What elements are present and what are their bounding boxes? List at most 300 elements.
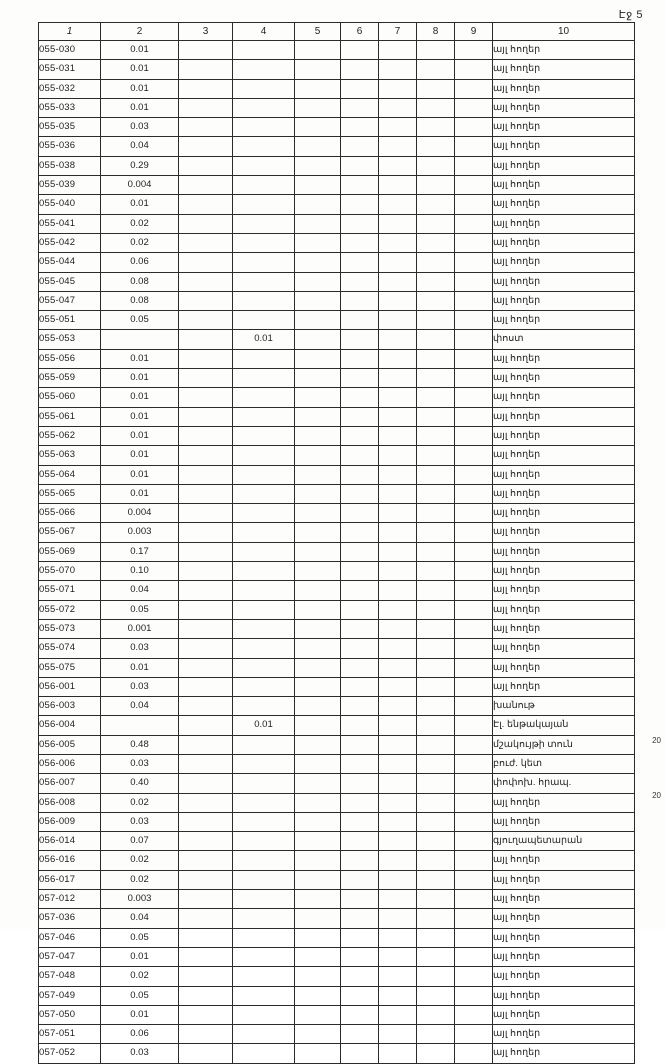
cell-col7	[379, 697, 417, 716]
table-row	[39, 562, 635, 581]
cell-col3	[179, 851, 233, 870]
cell-land-use: այլ հողեր	[493, 426, 635, 445]
cell-col2: 0.02	[101, 967, 179, 986]
cell-col6	[341, 41, 379, 60]
cell-code: 055-031	[39, 60, 101, 79]
cell-col8	[417, 349, 455, 368]
cell-col5	[295, 369, 341, 388]
cell-col3	[179, 735, 233, 754]
cell-col4	[233, 118, 295, 137]
cell-col2: 0.01	[101, 349, 179, 368]
cell-land-use: այլ հողեր	[493, 484, 635, 503]
cell-col4	[233, 890, 295, 909]
cell-col7	[379, 504, 417, 523]
cell-col2: 0.004	[101, 504, 179, 523]
cell-col9	[455, 330, 493, 349]
cell-col7	[379, 1044, 417, 1063]
cell-col4	[233, 677, 295, 696]
cell-land-use: այլ հողեր	[493, 79, 635, 98]
cell-land-use: այլ հողեր	[493, 195, 635, 214]
table-row	[39, 812, 635, 831]
cell-col2: 0.05	[101, 986, 179, 1005]
cell-col6	[341, 291, 379, 310]
cell-col8	[417, 388, 455, 407]
cell-col5	[295, 890, 341, 909]
cell-col6	[341, 677, 379, 696]
cell-land-use: այլ հողեր	[493, 98, 635, 117]
cell-col5	[295, 272, 341, 291]
cell-col7	[379, 291, 417, 310]
cell-col7	[379, 562, 417, 581]
cell-col8	[417, 407, 455, 426]
cell-col5	[295, 619, 341, 638]
cell-col2: 0.04	[101, 581, 179, 600]
cell-col5	[295, 600, 341, 619]
cell-col9	[455, 986, 493, 1005]
cell-col3	[179, 330, 233, 349]
cell-col3	[179, 986, 233, 1005]
table-row	[39, 484, 635, 503]
cell-col4	[233, 735, 295, 754]
cell-col2: 0.02	[101, 793, 179, 812]
cell-land-use: այլ հողեր	[493, 890, 635, 909]
table-row	[39, 60, 635, 79]
cell-code: 055-042	[39, 233, 101, 252]
cell-col8	[417, 639, 455, 658]
cell-col4	[233, 349, 295, 368]
cell-code: 056-008	[39, 793, 101, 812]
cell-col2: 0.04	[101, 909, 179, 928]
cell-col5	[295, 774, 341, 793]
cell-col9	[455, 311, 493, 330]
cell-col4	[233, 1044, 295, 1063]
cell-land-use: այլ հողեր	[493, 272, 635, 291]
cell-code: 055-060	[39, 388, 101, 407]
cell-col7	[379, 253, 417, 272]
cell-col7	[379, 909, 417, 928]
cell-col5	[295, 233, 341, 252]
cell-code: 055-074	[39, 639, 101, 658]
cell-col7	[379, 118, 417, 137]
cell-col2: 0.004	[101, 176, 179, 195]
cell-col9	[455, 716, 493, 735]
cell-col4	[233, 870, 295, 889]
table-row	[39, 523, 635, 542]
cell-land-use: այլ հողեր	[493, 581, 635, 600]
cell-land-use: այլ հողեր	[493, 851, 635, 870]
cell-col9	[455, 195, 493, 214]
cell-col6	[341, 1005, 379, 1024]
cell-col5	[295, 542, 341, 561]
cell-code: 055-061	[39, 407, 101, 426]
cell-col3	[179, 619, 233, 638]
cell-col2: 0.48	[101, 735, 179, 754]
cell-col3	[179, 639, 233, 658]
cell-col6	[341, 832, 379, 851]
cell-col7	[379, 581, 417, 600]
cell-col5	[295, 523, 341, 542]
table-row	[39, 214, 635, 233]
cell-col9	[455, 600, 493, 619]
table-row	[39, 697, 635, 716]
cell-col8	[417, 697, 455, 716]
cell-col7	[379, 928, 417, 947]
cell-col6	[341, 967, 379, 986]
cell-col2: 0.01	[101, 465, 179, 484]
cell-col9	[455, 388, 493, 407]
cell-col6	[341, 465, 379, 484]
cell-col9	[455, 176, 493, 195]
cell-col5	[295, 967, 341, 986]
cell-col8	[417, 832, 455, 851]
cell-col7	[379, 774, 417, 793]
cell-col9	[455, 947, 493, 966]
cell-land-use: այլ հողեր	[493, 137, 635, 156]
cell-col2: 0.01	[101, 1005, 179, 1024]
cell-col7	[379, 176, 417, 195]
cell-col3	[179, 388, 233, 407]
cell-col6	[341, 311, 379, 330]
table-row	[39, 311, 635, 330]
cell-col7	[379, 1025, 417, 1044]
cell-col2: 0.03	[101, 118, 179, 137]
cell-col9	[455, 253, 493, 272]
cell-col9	[455, 677, 493, 696]
cell-col3	[179, 253, 233, 272]
cell-col8	[417, 812, 455, 831]
cell-col4	[233, 581, 295, 600]
cell-col2: 0.08	[101, 272, 179, 291]
cell-col8	[417, 253, 455, 272]
table-row	[39, 195, 635, 214]
cell-col3	[179, 1044, 233, 1063]
cell-col8	[417, 330, 455, 349]
table-row	[39, 1005, 635, 1024]
cell-land-use: այլ հողեր	[493, 658, 635, 677]
cell-col2: 0.003	[101, 890, 179, 909]
cell-code: 056-005	[39, 735, 101, 754]
cell-col6	[341, 774, 379, 793]
cell-code: 055-039	[39, 176, 101, 195]
cell-col9	[455, 812, 493, 831]
cell-col5	[295, 754, 341, 773]
cell-code: 055-072	[39, 600, 101, 619]
table-row	[39, 504, 635, 523]
table-row	[39, 793, 635, 812]
cell-col7	[379, 677, 417, 696]
cell-land-use: այլ հողեր	[493, 928, 635, 947]
cell-col8	[417, 118, 455, 137]
cell-col9	[455, 214, 493, 233]
cell-col3	[179, 465, 233, 484]
table-row	[39, 79, 635, 98]
cell-col6	[341, 1044, 379, 1063]
cell-col6	[341, 272, 379, 291]
column-header-4: 4	[233, 23, 295, 41]
cell-col7	[379, 851, 417, 870]
cell-col2: 0.06	[101, 253, 179, 272]
cell-land-use: այլ հողեր	[493, 967, 635, 986]
cell-col9	[455, 407, 493, 426]
cell-col5	[295, 330, 341, 349]
cell-col3	[179, 176, 233, 195]
cell-code: 057-046	[39, 928, 101, 947]
cell-code: 055-071	[39, 581, 101, 600]
table-row	[39, 581, 635, 600]
table-row	[39, 98, 635, 117]
cell-col4	[233, 176, 295, 195]
page-number-label: Էջ 5	[618, 9, 643, 21]
cell-col3	[179, 426, 233, 445]
cell-col2	[101, 330, 179, 349]
table-row	[39, 658, 635, 677]
cell-col7	[379, 311, 417, 330]
cell-code: 057-050	[39, 1005, 101, 1024]
cell-col8	[417, 677, 455, 696]
cell-col7	[379, 137, 417, 156]
table-row	[39, 446, 635, 465]
cell-land-use: այլ հողեր	[493, 504, 635, 523]
cell-col2: 0.40	[101, 774, 179, 793]
cell-col5	[295, 658, 341, 677]
table-row	[39, 369, 635, 388]
cell-col3	[179, 484, 233, 503]
cell-col7	[379, 233, 417, 252]
cell-col5	[295, 870, 341, 889]
cell-col9	[455, 851, 493, 870]
cell-col5	[295, 677, 341, 696]
cell-col7	[379, 793, 417, 812]
cell-col4	[233, 793, 295, 812]
cell-land-use: փոփոխ. հրապ.	[493, 774, 635, 793]
cell-col3	[179, 909, 233, 928]
cell-col9	[455, 639, 493, 658]
cell-col4	[233, 909, 295, 928]
cell-col8	[417, 774, 455, 793]
cell-col6	[341, 60, 379, 79]
cell-col4	[233, 947, 295, 966]
cell-col6	[341, 484, 379, 503]
cell-col9	[455, 98, 493, 117]
cell-col7	[379, 330, 417, 349]
cell-col6	[341, 619, 379, 638]
cell-col5	[295, 465, 341, 484]
cell-code: 055-041	[39, 214, 101, 233]
cell-code: 055-069	[39, 542, 101, 561]
cell-col4	[233, 291, 295, 310]
cell-land-use: այլ հողեր	[493, 446, 635, 465]
cell-col4	[233, 967, 295, 986]
cell-code: 055-062	[39, 426, 101, 445]
cell-code: 056-009	[39, 812, 101, 831]
table-row	[39, 870, 635, 889]
cell-col7	[379, 523, 417, 542]
cell-col5	[295, 349, 341, 368]
cell-code: 055-038	[39, 156, 101, 175]
column-header-1: 1	[39, 23, 101, 41]
cell-code: 057-047	[39, 947, 101, 966]
cell-col7	[379, 41, 417, 60]
cell-col2: 0.01	[101, 426, 179, 445]
cell-col6	[341, 233, 379, 252]
cell-col3	[179, 562, 233, 581]
cell-col8	[417, 716, 455, 735]
cell-col9	[455, 562, 493, 581]
cell-col3	[179, 291, 233, 310]
cell-col7	[379, 349, 417, 368]
cell-col9	[455, 523, 493, 542]
cell-col6	[341, 118, 379, 137]
cell-land-use: այլ հողեր	[493, 407, 635, 426]
cell-col5	[295, 98, 341, 117]
cell-col4	[233, 697, 295, 716]
cell-code: 057-051	[39, 1025, 101, 1044]
cell-col4	[233, 407, 295, 426]
table-row	[39, 909, 635, 928]
cell-col3	[179, 658, 233, 677]
cell-col5	[295, 581, 341, 600]
cell-col7	[379, 79, 417, 98]
cell-col3	[179, 832, 233, 851]
cell-col3	[179, 716, 233, 735]
cell-col5	[295, 79, 341, 98]
cell-col2: 0.01	[101, 947, 179, 966]
cell-col9	[455, 774, 493, 793]
table-row	[39, 1044, 635, 1063]
cell-land-use: այլ հողեր	[493, 60, 635, 79]
table-row	[39, 407, 635, 426]
cell-col3	[179, 967, 233, 986]
cell-col2: 0.01	[101, 79, 179, 98]
table-row	[39, 291, 635, 310]
cell-col8	[417, 754, 455, 773]
cell-col9	[455, 79, 493, 98]
table-row	[39, 832, 635, 851]
table-row	[39, 118, 635, 137]
column-header-6: 6	[341, 23, 379, 41]
cell-col4	[233, 542, 295, 561]
cell-col2: 0.02	[101, 851, 179, 870]
cell-col3	[179, 677, 233, 696]
cell-land-use: այլ հողեր	[493, 1044, 635, 1063]
cell-col2: 0.01	[101, 195, 179, 214]
cell-col4	[233, 851, 295, 870]
table-row	[39, 986, 635, 1005]
cell-col3	[179, 98, 233, 117]
cell-col5	[295, 214, 341, 233]
table-header-row	[39, 23, 635, 41]
cell-col6	[341, 349, 379, 368]
cell-col9	[455, 426, 493, 445]
cell-col8	[417, 446, 455, 465]
cell-col5	[295, 407, 341, 426]
cell-col4	[233, 465, 295, 484]
column-header-8: 8	[417, 23, 455, 41]
cell-col8	[417, 542, 455, 561]
cell-col8	[417, 851, 455, 870]
cell-code: 055-040	[39, 195, 101, 214]
cell-col8	[417, 426, 455, 445]
cell-col7	[379, 812, 417, 831]
cell-col5	[295, 832, 341, 851]
cell-col6	[341, 581, 379, 600]
cell-col9	[455, 928, 493, 947]
margin-note: 20	[652, 791, 661, 801]
cell-col2: 0.04	[101, 137, 179, 156]
cell-code: 055-073	[39, 619, 101, 638]
cell-col4	[233, 311, 295, 330]
cell-col3	[179, 118, 233, 137]
table-body	[39, 41, 635, 1064]
cell-col2: 0.01	[101, 369, 179, 388]
table-row	[39, 542, 635, 561]
cell-code: 057-012	[39, 890, 101, 909]
cell-code: 055-059	[39, 369, 101, 388]
cell-col9	[455, 581, 493, 600]
cell-col8	[417, 214, 455, 233]
cell-col2: 0.01	[101, 388, 179, 407]
cell-col5	[295, 812, 341, 831]
cell-land-use: այլ հողեր	[493, 176, 635, 195]
cell-col6	[341, 600, 379, 619]
cell-land-use: այլ հողեր	[493, 677, 635, 696]
cell-col8	[417, 41, 455, 60]
cell-col2: 0.10	[101, 562, 179, 581]
cell-col8	[417, 1005, 455, 1024]
cell-col5	[295, 793, 341, 812]
cell-col8	[417, 484, 455, 503]
cell-col2: 0.03	[101, 754, 179, 773]
cell-col9	[455, 754, 493, 773]
cell-col5	[295, 697, 341, 716]
cell-col8	[417, 233, 455, 252]
cell-land-use: մշակույթի տուն	[493, 735, 635, 754]
cell-col4	[233, 388, 295, 407]
cell-col4	[233, 1005, 295, 1024]
cell-col4	[233, 832, 295, 851]
cell-col3	[179, 446, 233, 465]
cell-col3	[179, 774, 233, 793]
cell-col4	[233, 754, 295, 773]
cell-col9	[455, 233, 493, 252]
cell-col5	[295, 176, 341, 195]
table-row	[39, 639, 635, 658]
cell-col4	[233, 426, 295, 445]
cell-col8	[417, 947, 455, 966]
cell-land-use: բուժ. կետ	[493, 754, 635, 773]
cell-col2: 0.05	[101, 928, 179, 947]
cell-col2: 0.07	[101, 832, 179, 851]
cell-col6	[341, 214, 379, 233]
cell-col5	[295, 118, 341, 137]
cell-col2: 0.02	[101, 870, 179, 889]
cell-code: 056-017	[39, 870, 101, 889]
cell-col4	[233, 774, 295, 793]
cell-col3	[179, 369, 233, 388]
cell-code: 055-035	[39, 118, 101, 137]
cell-col3	[179, 697, 233, 716]
table-row	[39, 388, 635, 407]
cell-code: 056-006	[39, 754, 101, 773]
cell-col5	[295, 562, 341, 581]
cell-col7	[379, 967, 417, 986]
cell-code: 057-048	[39, 967, 101, 986]
cell-land-use: այլ հողեր	[493, 349, 635, 368]
cell-col3	[179, 137, 233, 156]
table-row	[39, 947, 635, 966]
cell-col4	[233, 928, 295, 947]
cell-col3	[179, 60, 233, 79]
